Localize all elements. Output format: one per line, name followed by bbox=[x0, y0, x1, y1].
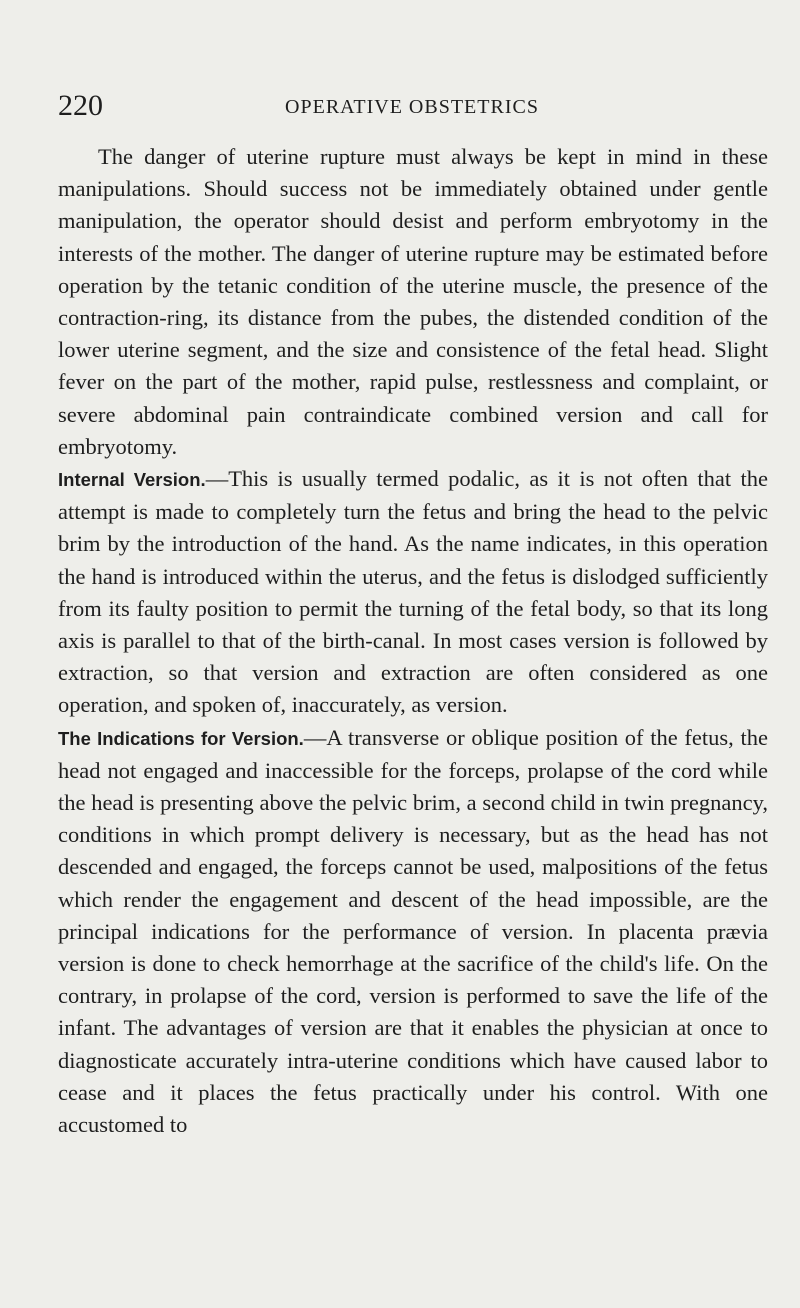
page-header bbox=[58, 88, 766, 128]
paragraph-text: —A transverse or oblique position of the fetus, the head not engaged and inaccessible for the forceps, prolapse of the cord while the head is presenting above the pelvic brim, a second child in twin pregnancy, conditions in which prompt delivery is necessary, but as the head has not descended and engaged, the forceps cannot be used, malpositions of the fetus which render the engagement and descent of the head impossible, are the principal indications for the performance of version. In placenta prævia version is done to check hemorrhage at the sacrifice of the child's life. On the contrary, in prolapse of the cord, version is performed to save the life of the infant. The advantages of version are that it enables the physician at once to diagnosticate accurately intra-uterine conditions which have caused labor to cease and it places the fetus practically under his control. With one accustomed to bbox=[58, 724, 768, 1138]
paragraph-uterine-rupture bbox=[58, 141, 768, 463]
paragraph-internal-version bbox=[58, 463, 768, 722]
page-number: 220 bbox=[58, 89, 103, 122]
running-head: OPERATIVE OBSTETRICS bbox=[285, 96, 539, 118]
section-heading-internal-version: Internal Version. bbox=[58, 469, 206, 491]
paragraph-text: The danger of uterine rupture must always be kept in mind in these manipulations. Should success not be immediately obtained under gentle manipulation, the operator should desist and perform embryotomy in the interests of the mother. The danger of uterine rupture may be estimated before operation by the tetanic condition of the uterine muscle, the presence of the contraction-ring, its distance from the pubes, the distended condition of the lower uterine segment, and the size and consistence of the fetal head. Slight fever on the part of the mother, rapid pulse, restlessness and complaint, or severe abdominal pain contraindicate combined version and call for embryotomy. bbox=[58, 144, 768, 459]
paragraph-text: —This is usually termed podalic, as it is not often that the attempt is made to completely turn the fetus and bring the head to the pelvic brim by the introduction of the hand. As the name indicates, in this operation the hand is introduced within the uterus, and the fetus is dislodged sufficiently from its faulty position to permit the turning of the fetal body, so that its long axis is parallel to that of the birth-canal. In most cases version is followed by extraction, so that version and extraction are often considered as one operation, and spoken of, inaccurately, as version. bbox=[58, 466, 768, 718]
paragraph-indications-for-version bbox=[58, 722, 768, 1142]
body-text bbox=[58, 141, 768, 1141]
section-heading-indications: The Indications for Version. bbox=[58, 727, 304, 749]
